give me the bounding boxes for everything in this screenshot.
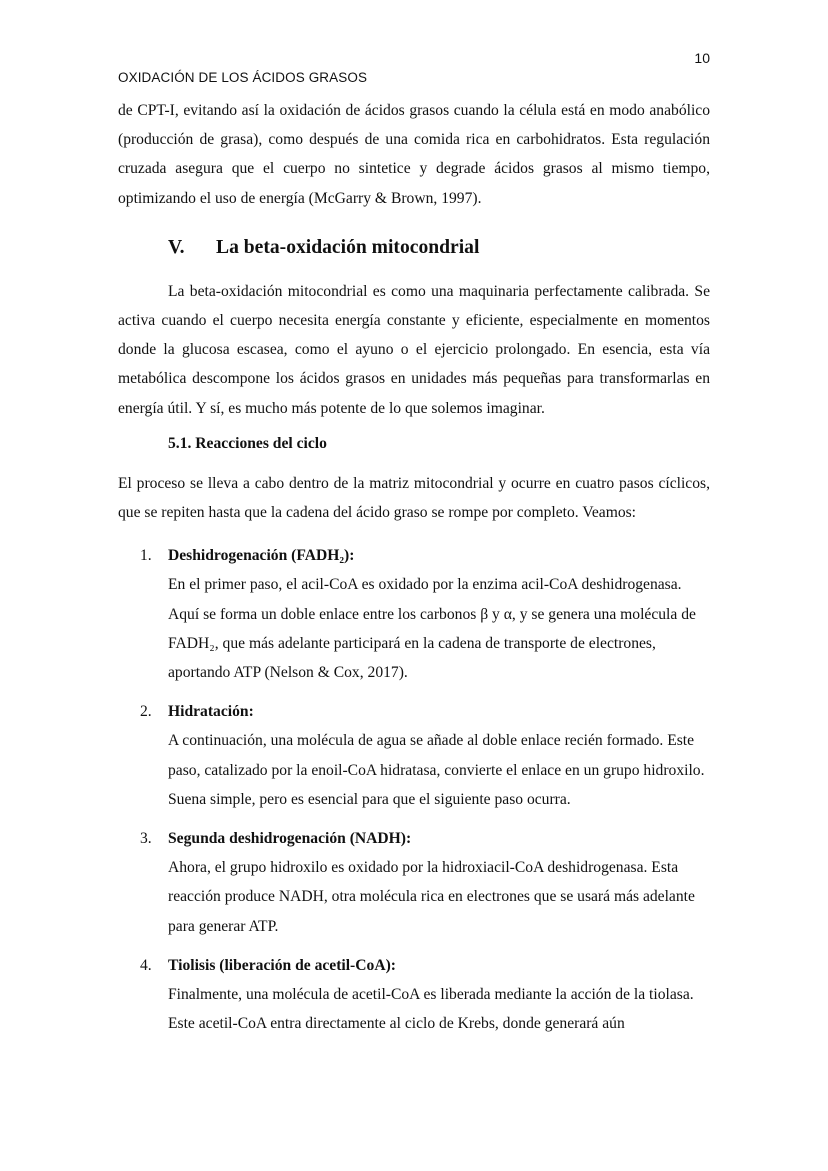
step-text: A continuación, una molécula de agua se añade al doble enlace recién formado. Este paso, catalizado por la enoil-CoA hidratasa, convierte el enlace en un grupo hidroxilo. Suena simple, pero es esencial para que el siguiente paso ocurra. <box>168 732 705 808</box>
intro-paragraph: de CPT-I, evitando así la oxidación de ácidos grasos cuando la célula está en modo anabólico (producción de grasa), como después de una comida rica en carbohidratos. Esta regulación cruzada asegura que el cuerpo no sintetice y degrade ácidos grasos al mismo tiempo, optimizando el uso de energía (McGarry & Brown, 1997). <box>118 102 710 207</box>
reaction-steps-list <box>118 541 710 1038</box>
step-text: Ahora, el grupo hidroxilo es oxidado por la hidroxiacil-CoA deshidrogenasa. Esta reacción produce NADH, otra molécula rica en electrones que se usará más adelante para generar ATP. <box>168 859 695 935</box>
step-title: Segunda deshidrogenación (NADH): <box>168 830 412 848</box>
step-title: Hidratación: <box>168 703 254 721</box>
section-paragraph: La beta-oxidación mitocondrial es como una maquinaria perfectamente calibrada. Se activa cuando el cuerpo necesita energía constante y eficiente, especialmente en momentos donde la glucosa escasea, como el ayuno o el ejercicio prolongado. En esencia, esta vía metabólica descompone los ácidos grasos en unidades más pequeñas para transformarlas en energía útil. Y sí, es mucho más potente de lo que solemos imaginar. <box>118 282 710 417</box>
section-heading <box>118 231 710 265</box>
list-item <box>118 951 710 1039</box>
section-title: La beta-oxidación mitocondrial <box>216 236 480 258</box>
step-number: 3. <box>140 830 152 848</box>
step-text: En el primer paso, el acil-CoA es oxidado por la enzima acil-CoA deshidrogenasa. Aquí se forma un doble enlace entre los carbonos β y α, y se genera una molécula de FADH₂, que más adelante participará en la cadena de transporte de electrones, aportando ATP (Nelson & Cox, 2017). <box>168 576 696 682</box>
list-item <box>118 697 710 814</box>
running-header: OXIDACIÓN DE LOS ÁCIDOS GRASOS <box>118 70 368 85</box>
subsection-heading: 5.1. Reacciones del ciclo <box>168 434 327 452</box>
page-number: 10 <box>694 50 710 66</box>
step-text: Finalmente, una molécula de acetil-CoA es liberada mediante la acción de la tiolasa. Este acetil-CoA entra directamente al ciclo de Krebs, donde generará aún <box>168 986 694 1033</box>
step-title: Deshidrogenación (FADH₂): <box>168 547 355 565</box>
section-number: V. <box>168 236 185 258</box>
subsection-lead-paragraph: El proceso se lleva a cabo dentro de la matriz mitocondrial y ocurre en cuatro pasos cíclicos, que se repiten hasta que la cadena del ácido graso se rompe por completo. Veamos: <box>118 474 710 522</box>
list-item <box>118 541 710 687</box>
list-item <box>118 824 710 941</box>
step-number: 4. <box>140 956 152 974</box>
page-content <box>118 96 710 1048</box>
step-title: Tiolisis (liberación de acetil-CoA): <box>168 956 396 974</box>
step-number: 2. <box>140 703 152 721</box>
step-number: 1. <box>140 547 152 565</box>
